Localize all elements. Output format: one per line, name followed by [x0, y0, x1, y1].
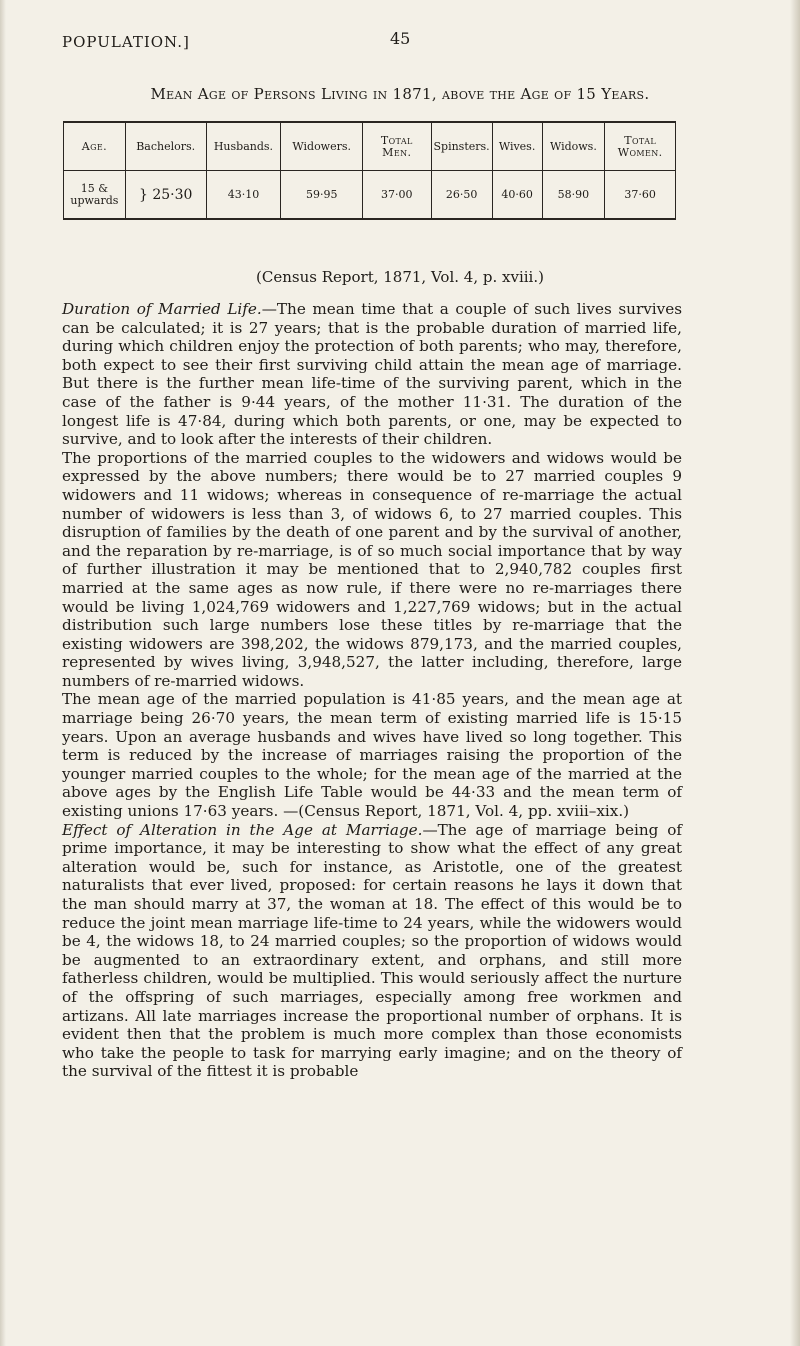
col-husbands: Husbands.: [206, 122, 281, 171]
paragraph-proportions: [62, 449, 682, 691]
mean-age-table: [63, 121, 676, 220]
paragraph-text: The mean age of the married population is 41·85 years, and the mean age at marriage being 26·70 years, the mean term of existing married life is 15·15 years. Upon an average husbands and wives have lived so long together. This term is reduced by the increase of marriages raising the proportion of the younger married couples to the whole; for the mean age of the married at the above ages by the English Life Table would be 44·33 and the mean term of existing unions 17·63 years. —(Census Report, 1871, Vol. 4, pp. xviii–xix.): [62, 690, 682, 821]
running-head: POPULATION.]: [62, 33, 190, 51]
cell-wives: 40·60: [492, 171, 542, 220]
page-left-edge: [0, 0, 6, 1346]
paragraph-text: —The mean time that a couple of such lives survives can be calculated; it is 27 years; that is the probable duration of married life, during which children enjoy the protection of both parents; who may, therefore, both expect to see their first surviving child attain the mean age of marriage. But there is the further mean life-time of the surviving parent, which in the case of the father is 9·44 years, of the mother 11·31. The duration of the longest life is 47·84, during which both parents, or one, may be expected to survive, and to look after the interests of their children.: [62, 300, 683, 449]
cell-age: 15 & upwards: [64, 171, 126, 220]
paragraph-text: The proportions of the married couples to the widowers and widows would be expressed by the above numbers; there would be to 27 married couples 9 widowers and 11 widows; whereas in consequence of re-marriage the actual number of widowers is less than 3, of widows 6, to 27 married couples. This disruption of families by the death of one parent and by the survival of another, and the reparation by re-marriage, is of so much social importance that by way of further illustration it may be mentioned that to 2,940,782 couples first married at the same ages as now rule, if there were no re-marriages there would be living 1,024,769 widowers and 1,227,769 widows; but in the actual distribution such large numbers lose these titles by re-marriage that the existing widowers are 398,202, the widows 879,173, and the married couples, represented by wives living, 3,948,527, the latter including, therefore, large numbers of re-married widows.: [62, 448, 682, 690]
col-widows: Widows.: [542, 122, 605, 171]
col-spinsters: Spinsters.: [431, 122, 492, 171]
cell-total-men: 37·00: [363, 171, 431, 220]
paragraph-mean-age: [62, 690, 682, 820]
paragraph-alteration: [62, 821, 682, 1081]
paragraph-text: —The age of marriage being of prime importance, it may be interesting to show what the effect of any great alteration would be, such for instance, as Aristotle, one of the greatest naturalists that ever lived, proposed: for certain reasons he lays it down that the man should marry at 37, the woman at 18. The effect of this would be to reduce the joint mean marriage life-time to 24 years, while the widowers would be 4, the widows 18, to 24 married couples; so the proportion of widows would be augmented to an extraordinary extent, and orphans, and still more fatherless children, would be multiplied. This would seriously affect the nurture of the offspring of such marriages, especially among free workmen and artizans. All late marriages increase the proportional number of orphans. It is evident then that the problem is much more complex than those economists who take the people to task for marrying early imagine; and on the theory of the survival of the fittest it is probable: [62, 820, 682, 1081]
table-header-row: [64, 122, 676, 171]
cell-widows: 58·90: [542, 171, 605, 220]
col-age: Age.: [64, 122, 126, 171]
cell-total-women: 37·60: [605, 171, 676, 220]
page-header: [0, 0, 800, 60]
paragraph-heading: Duration of Married Life.: [62, 300, 262, 318]
col-widowers: Widowers.: [281, 122, 363, 171]
body-text: [62, 300, 682, 1081]
table-citation: (Census Report, 1871, Vol. 4, p. xviii.): [256, 268, 544, 286]
col-bachelors: Bachelors.: [125, 122, 206, 171]
col-wives: Wives.: [492, 122, 542, 171]
paragraph-heading: Effect of Alteration in the Age at Marriage.: [62, 820, 423, 839]
cell-widowers: 59·95: [281, 171, 363, 220]
page-right-edge: [790, 0, 800, 1346]
cell-husbands: 43·10: [206, 171, 281, 220]
cell-spinsters: 26·50: [431, 171, 492, 220]
page-number: 45: [390, 29, 411, 48]
col-total-men: Total Men.: [363, 122, 431, 171]
paragraph-duration: [62, 300, 682, 449]
col-total-women: Total Women.: [605, 122, 676, 171]
table-title: Mean Age of Persons Living in 1871, above the Age of 15 Years.: [150, 85, 650, 103]
cell-bachelors: } 25·30: [125, 171, 206, 220]
table-row: [64, 171, 676, 220]
